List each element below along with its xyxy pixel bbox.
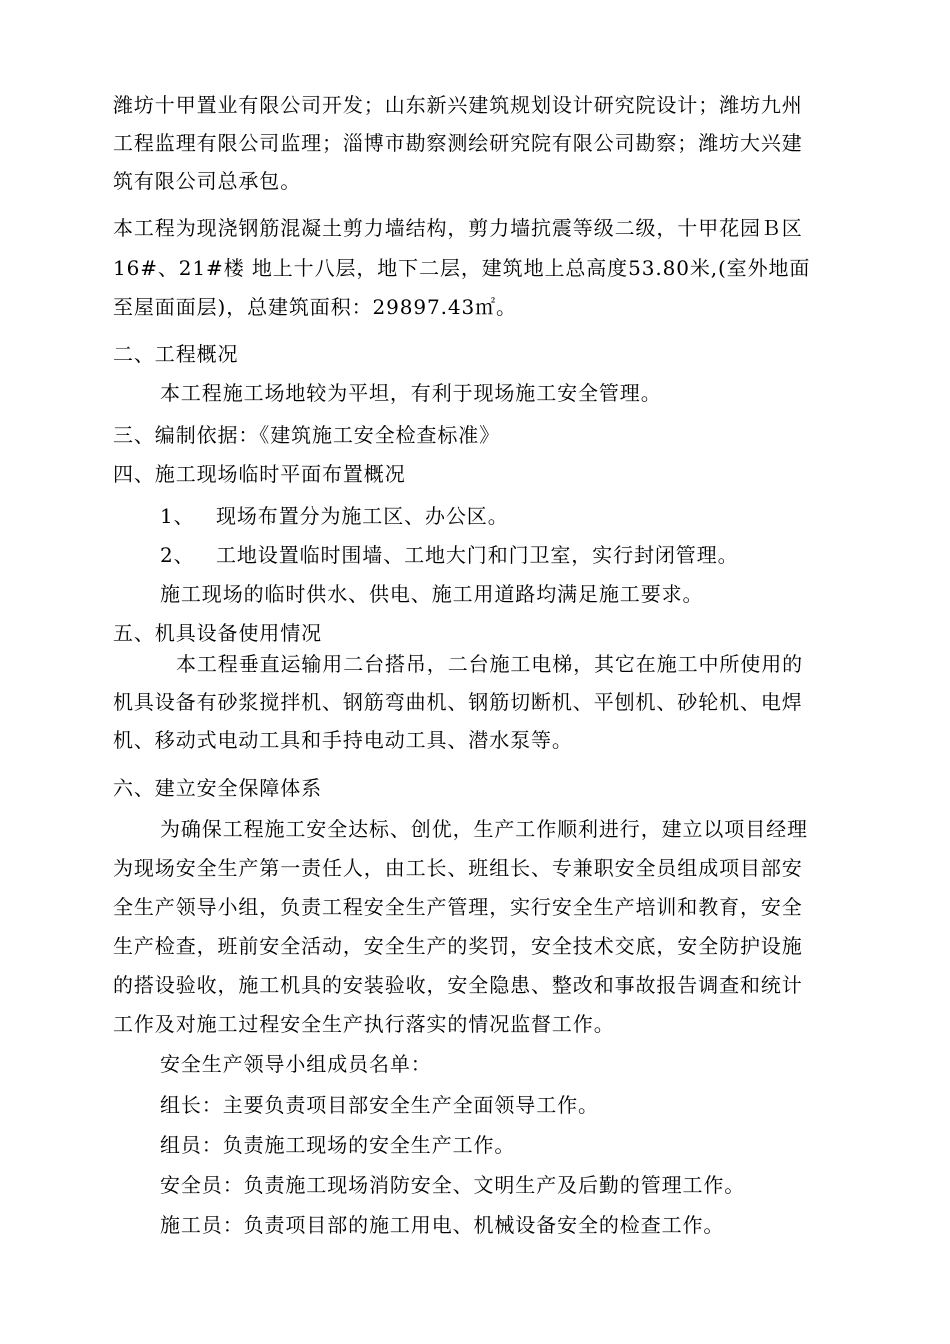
- section6-heading: 六、建立安全保障体系: [113, 776, 322, 800]
- section6-line-5: 的搭设验收，施工机具的安装验收，安全隐患、整改和事故报告调查和统计: [113, 973, 803, 997]
- section5-line-3: 机、移动式电动工具和手持电动工具、潜水泵等。: [113, 728, 573, 752]
- section4-item2-text: 工地设置临时围墙、工地大门和门卫室，实行封闭管理。: [216, 543, 739, 567]
- structure-line-3: 至屋面面层)，总建筑面积：29897.43㎡。: [113, 295, 517, 319]
- section6-line-4: 生产检查，班前安全活动，安全生产的奖罚，安全技术交底，安全防护设施: [113, 934, 803, 958]
- section4-item2-number: 2、: [160, 543, 195, 567]
- section5-line-2: 机具设备有砂浆搅拌机、钢筋弯曲机、钢筋切断机、平刨机、砂轮机、电焊: [113, 690, 803, 714]
- section4-item1-text: 现场布置分为施工区、办公区。: [216, 504, 509, 528]
- section4-heading: 四、施工现场临时平面布置概况: [113, 462, 406, 486]
- section4-item1-number: 1、: [160, 504, 195, 528]
- roster-safety-officer: 安全员：负责施工现场消防安全、文明生产及后勤的管理工作。: [160, 1173, 746, 1197]
- section6-line-3: 全生产领导小组，负责工程安全生产管理，实行安全生产培训和教育，安全: [113, 895, 803, 919]
- section3-heading: 三、编制依据：《建筑施工安全检查标准》: [113, 423, 501, 447]
- roster-member: 组员：负责施工现场的安全生产工作。: [160, 1133, 516, 1157]
- intro-line-1: 潍坊十甲置业有限公司开发；山东新兴建筑规划设计研究院设计；潍坊九州: [113, 93, 803, 117]
- section2-text: 本工程施工场地较为平坦，有利于现场施工安全管理。: [160, 381, 662, 405]
- section5-heading: 五、机具设备使用情况: [113, 621, 322, 645]
- roster-title: 安全生产领导小组成员名单：: [160, 1052, 432, 1076]
- section6-line-1: 为确保工程施工安全达标、创优，生产工作顺利进行，建立以项目经理: [160, 817, 808, 841]
- roster-constructor: 施工员：负责项目部的施工用电、机械设备安全的检查工作。: [160, 1213, 725, 1237]
- section2-heading: 二、工程概况: [113, 342, 239, 366]
- intro-line-2: 工程监理有限公司监理；淄博市勘察测绘研究院有限公司勘察；潍坊大兴建: [113, 131, 803, 155]
- section5-line-1: 本工程垂直运输用二台搭吊，二台施工电梯，其它在施工中所使用的: [176, 652, 803, 676]
- roster-leader: 组长：主要负责项目部安全生产全面领导工作。: [160, 1093, 599, 1117]
- intro-line-3: 筑有限公司总承包。: [113, 169, 302, 193]
- section4-text: 施工现场的临时供水、供电、施工用道路均满足施工要求。: [160, 582, 704, 606]
- structure-line-2: 16#、21#楼 地上十八层，地下二层，建筑地上总高度53.80米,(室外地面: [113, 256, 811, 280]
- section6-line-2: 为现场安全生产第一责任人，由工长、班组长、专兼职安全员组成项目部安: [113, 856, 803, 880]
- structure-line-1: 本工程为现浇钢筋混凝土剪力墙结构，剪力墙抗震等级二级，十甲花园Ｂ区: [113, 216, 803, 240]
- section6-line-6: 工作及对施工过程安全生产执行落实的情况监督工作。: [113, 1012, 615, 1036]
